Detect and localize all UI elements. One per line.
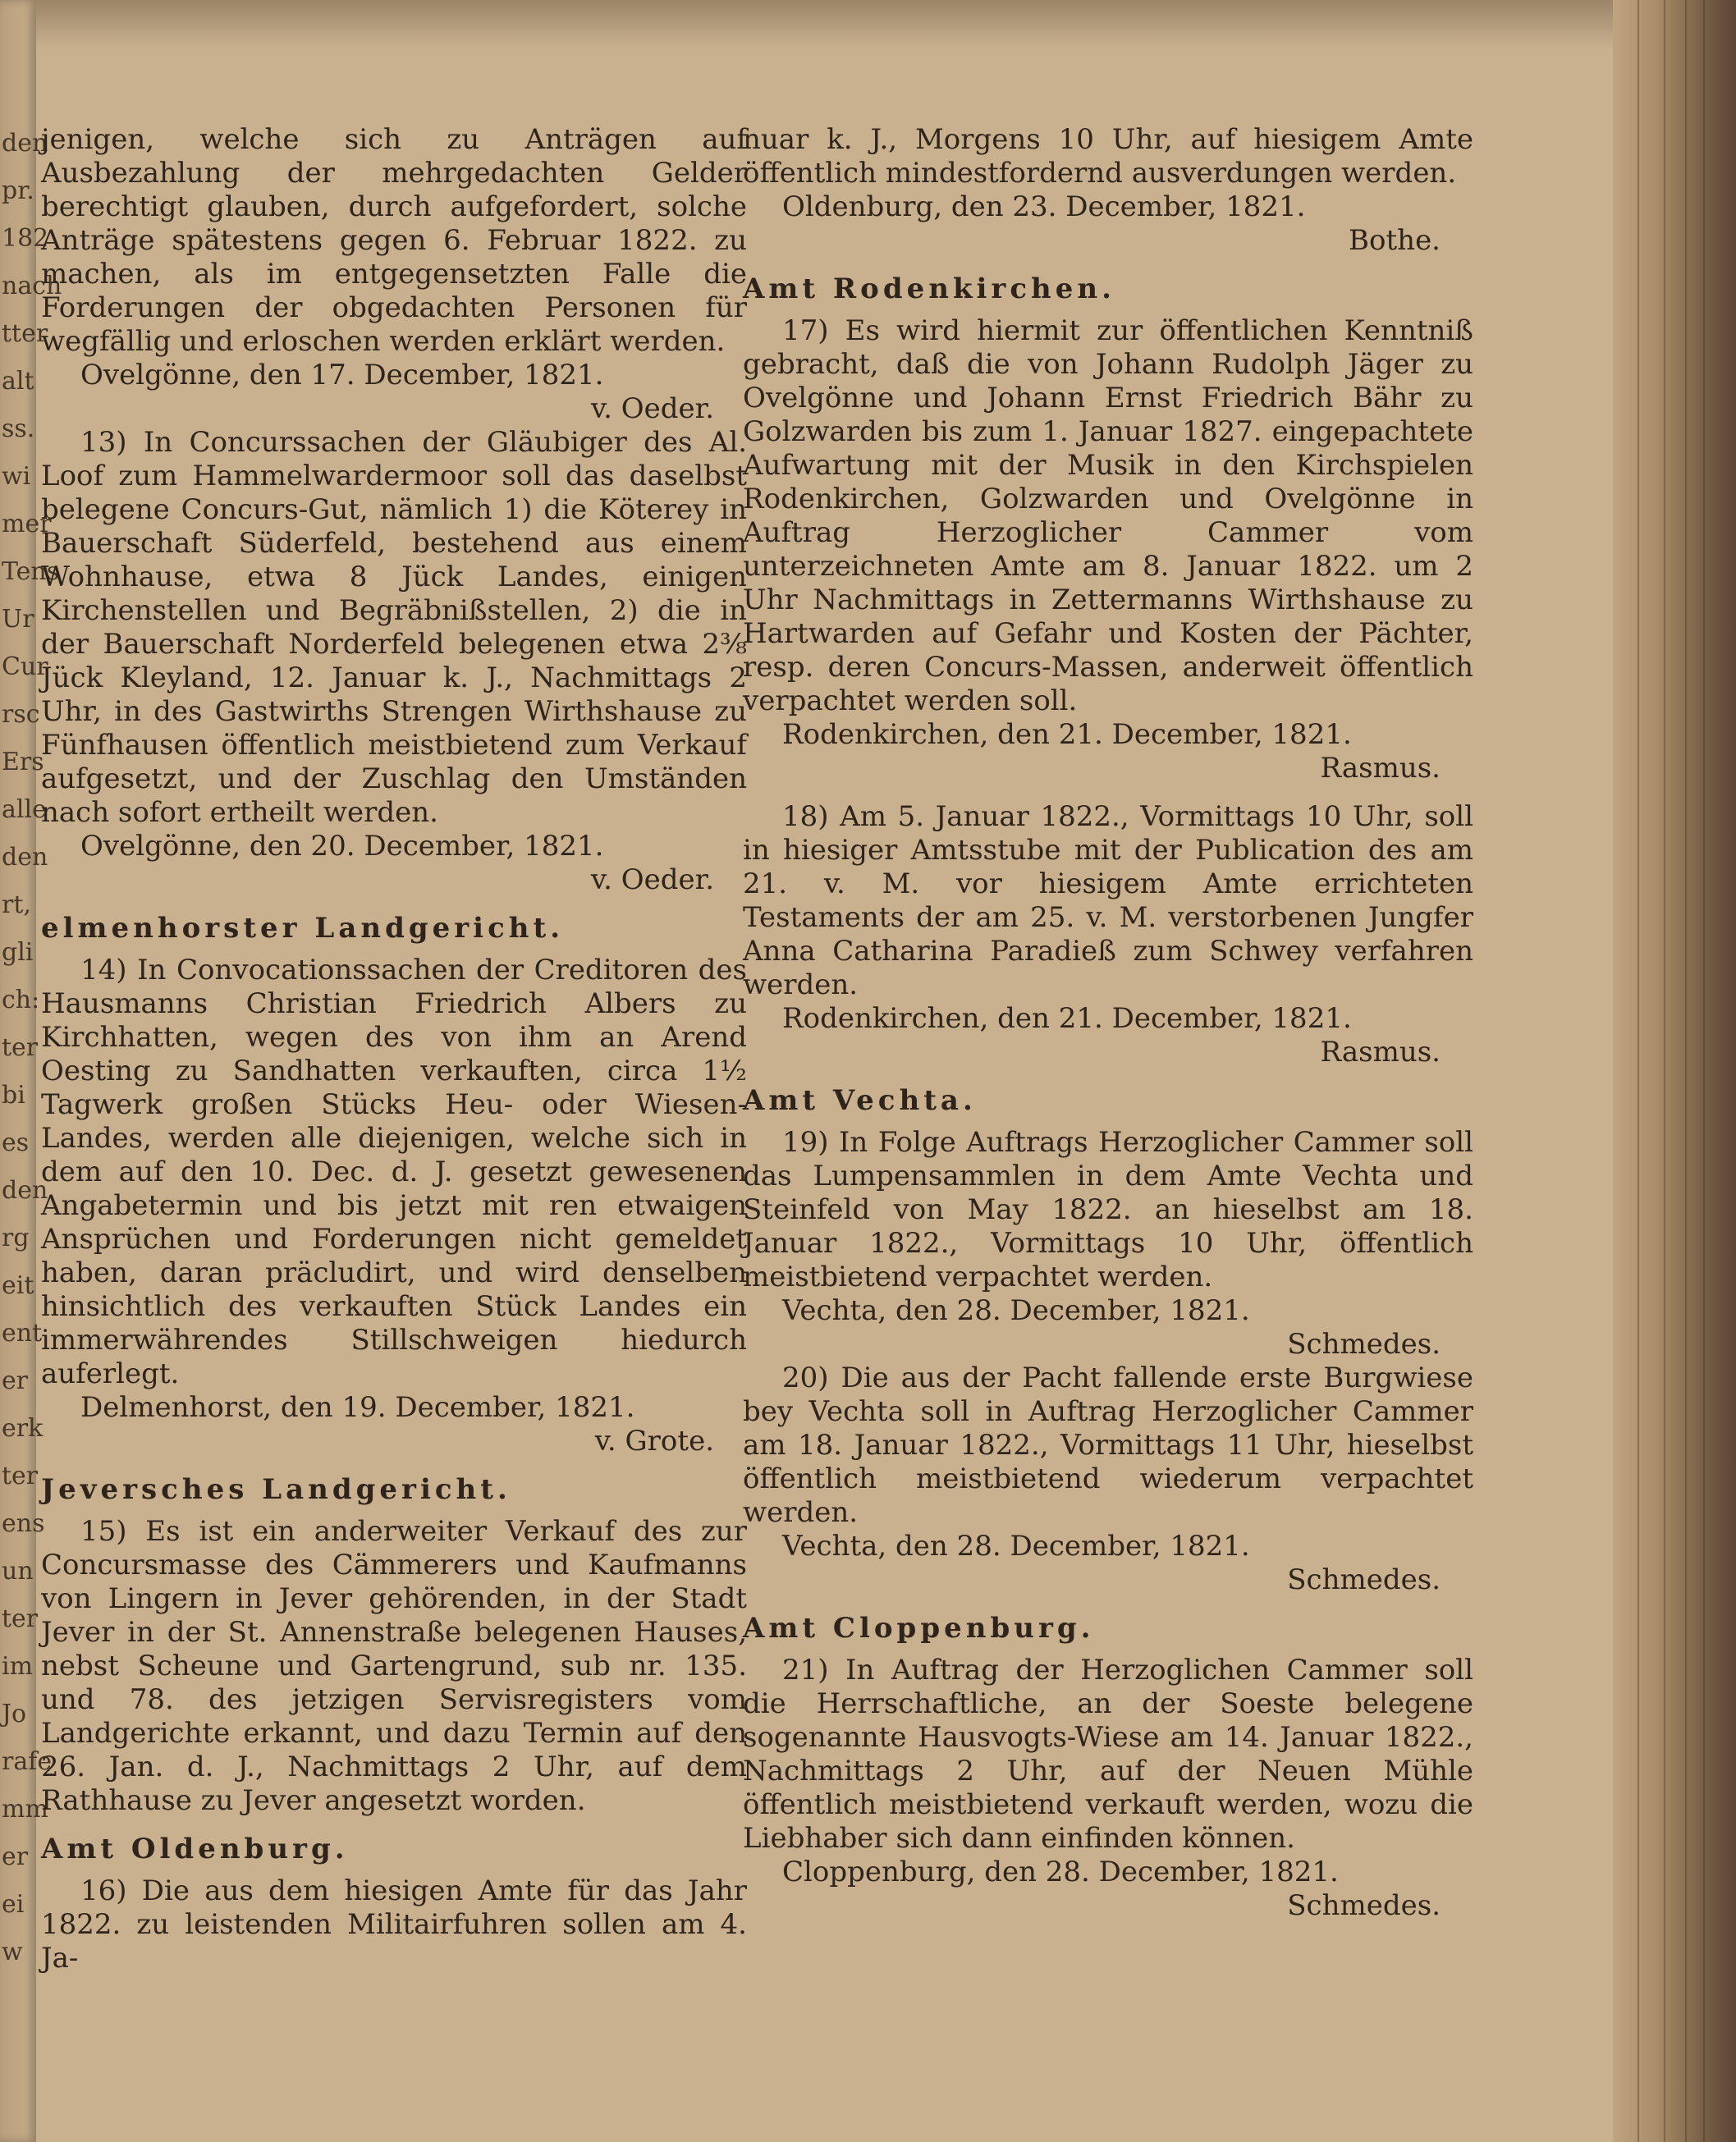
notice-21-date: Cloppenburg, den 28. December, 1821. [782, 1856, 1339, 1888]
page-edge [1613, 0, 1736, 2142]
notice-21-signature: Schmedes. [1287, 1889, 1441, 1922]
margin-fragment: rsc [2, 700, 40, 729]
notice-15-body: 15) Es ist ein anderweiter Verkauf des zur Concursmasse des Cämmerers und Kaufmanns von Lingern in Jever gehörenden, in der Stadt Jever in der St. Annenstraße belegenen Hauses, nebst Scheune und Gartengrund, sub nr. 135. und 78. des jetzigen Servisregisters vom Landgerichte erkannt, und dazu Termin auf den 26. Jan. d. J., Nachmittags 2 Uhr, auf dem Rathhause zu Jever angesetzt worden. [41, 1515, 747, 1817]
margin-fragment: tter [2, 319, 48, 348]
notice-16-continuation: nuar k. J., Morgens 10 Uhr, auf hiesigem Amte öffentlich mindestfordernd ausverdungen werden. [743, 123, 1473, 190]
notice-13-date: Ovelgönne, den 20. December, 1821. [80, 830, 604, 863]
margin-fragment: ei [2, 1890, 25, 1919]
notice-18-signature: Rasmus. [1320, 1036, 1441, 1069]
notice-19-date: Vechta, den 28. December, 1821. [782, 1294, 1250, 1327]
margin-fragment: ss. [2, 414, 35, 443]
notice-18-date: Rodenkirchen, den 21. December, 1821. [782, 1002, 1352, 1035]
heading-oldenburg: Amt Oldenburg. [41, 1833, 349, 1865]
margin-fragment: Cur [2, 652, 48, 681]
margin-fragment: nach [2, 272, 62, 300]
margin-fragment: Ers [2, 748, 44, 776]
margin-fragment: ter [2, 1604, 39, 1633]
notice-14-date: Delmenhorst, den 19. December, 1821. [80, 1391, 635, 1424]
right-column [743, 123, 1473, 1923]
notice-19-signature: Schmedes. [1287, 1328, 1441, 1361]
margin-fragment: mm [2, 1795, 48, 1824]
notice-19-body: 19) In Folge Auftrags Herzoglicher Cammer soll das Lumpensammlen in dem Amte Vechta und Steinfeld von May 1822. an hieselbst am 18. Januar 1822., Vormittags 10 Uhr, öffentlich meistbietend verpachtet werden. [743, 1126, 1473, 1293]
notice-18-body: 18) Am 5. Januar 1822., Vormittags 10 Uhr, soll in hiesiger Amtsstube mit der Publication des am 21. v. M. vor hiesigem Amte errichteten Testaments der am 25. v. M. verstorbenen Jungfer Anna Catharina Paradieß zum Schwey verfahren werden. [743, 800, 1473, 1001]
margin-fragment: rg [2, 1224, 30, 1252]
margin-fragment: wi [2, 462, 31, 491]
margin-fragment: ent [2, 1319, 43, 1348]
heading-jever: Jeversches Landgericht. [41, 1473, 511, 1506]
heading-delmenhorst: elmenhorster Landgericht. [41, 912, 565, 945]
margin-fragment: ens [2, 1509, 45, 1538]
margin-fragment: alt [2, 367, 34, 396]
margin-fragment: ch: [2, 986, 40, 1014]
margin-fragment: er [2, 1366, 29, 1395]
notice-12-date: Ovelgönne, den 17. December, 1821. [80, 359, 604, 391]
notice-16-body: 16) Die aus dem hiesigen Amte für das Jahr 1822. zu leistenden Militairfuhren sollen am 4. Ja- [41, 1874, 747, 1975]
notice-21-body: 21) In Auftrag der Herzoglichen Cammer soll die Herrschaftliche, an der Soeste belegene sogenannte Hausvogts-Wiese am 14. Januar 1822., Nachmittags 2 Uhr, auf der Neuen Mühle öffentlich meistbietend verkauft werden, wozu die Liebhaber sich dann einfinden können. [743, 1654, 1473, 1855]
notice-17-date: Rodenkirchen, den 21. December, 1821. [782, 718, 1352, 751]
margin-fragment: ter [2, 1462, 39, 1490]
margin-fragment: eit [2, 1271, 34, 1300]
margin-fragment: rt, [2, 890, 31, 919]
margin-fragment: rafe [2, 1747, 53, 1776]
margin-fragment: erk [2, 1414, 44, 1443]
margin-fragment: un [2, 1557, 34, 1586]
margin-fragment: ter [2, 1033, 39, 1062]
notice-12-body: jenigen, welche sich zu Anträgen auf Ausbezahlung der mehrgedachten Gelder berechtigt glauben, durch aufgefordert, solche Anträge spätestens gegen 6. Februar 1822. zu machen, als im entgegensetzten Falle die Forderungen der obgedachten Personen für wegfällig und erloschen werden erklärt werden. [41, 123, 747, 358]
margin-fragment: den [2, 129, 48, 158]
margin-fragment: den [2, 1176, 48, 1205]
margin-fragment: gli [2, 938, 34, 967]
heading-cloppenburg: Amt Cloppenburg. [743, 1612, 1095, 1645]
heading-rodenkirchen: Amt Rodenkirchen. [743, 272, 1115, 305]
notice-16-date: Oldenburg, den 23. December, 1821. [782, 190, 1306, 223]
notice-13-signature: v. Oeder. [591, 863, 714, 896]
margin-fragment: 182 [2, 224, 49, 253]
margin-fragment: Tens [2, 557, 60, 586]
notice-20-signature: Schmedes. [1287, 1563, 1441, 1596]
notice-16-signature: Bothe. [1349, 224, 1441, 257]
notice-14-signature: v. Grote. [594, 1425, 714, 1458]
binding-shadow [0, 0, 1736, 49]
left-column [41, 123, 747, 1975]
notice-17-signature: Rasmus. [1320, 752, 1441, 785]
notice-17-body: 17) Es wird hiermit zur öffentlichen Kenntniß gebracht, daß die von Johann Rudolph Jäger zu Ovelgönne und Johann Ernst Friedrich Bähr zu Golzwarden bis zum 1. Januar 1827. eingepachtete Aufwartung mit der Musik in den Kirchspielen Rodenkirchen, Golzwarden und Ovelgönne in Auftrag Herzoglicher Cammer vom unterzeichneten Amte am 8. Januar 1822. um 2 Uhr Nachmittags in Zettermanns Wirthshause zu Hartwarden auf Gefahr und Kosten der Pächter, resp. deren Concurs-Massen, anderweit öffentlich verpachtet werden soll. [743, 314, 1473, 717]
notice-12-signature: v. Oeder. [591, 392, 714, 425]
margin-fragment: es [2, 1128, 30, 1157]
margin-fragment: Jo [2, 1700, 27, 1728]
notice-13-body: 13) In Concurssachen der Gläubiger des Al. Loof zum Hammelwardermoor soll das daselbst belegene Concurs-Gut, nämlich 1) die Köterey in Bauerschaft Süderfeld, bestehend aus einem Wohnhause, etwa 8 Jück Landes, einigen Kirchenstellen und Begräbnißstellen, 2) die in der Bauerschaft Norderfeld belegenen etwa 2⅜ Jück Kleyland, 12. Januar k. J., Nachmittags 2 Uhr, in des Gastwirths Strengen Wirthshause zu Fünfhausen öffentlich meistbietend zum Verkauf aufgesetzt, und der Zuschlag den Umständen nach sofort ertheilt werden. [41, 426, 747, 829]
margin-fragment: im [2, 1652, 34, 1681]
notice-20-date: Vechta, den 28. December, 1821. [782, 1530, 1250, 1563]
margin-fragment: mer [2, 510, 52, 538]
margin-fragment: er [2, 1842, 29, 1871]
margin-fragment: alle [2, 795, 47, 824]
margin-fragment: den [2, 843, 48, 872]
notice-20-body: 20) Die aus der Pacht fallende erste Burgwiese bey Vechta soll in Auftrag Herzoglicher Cammer am 18. Januar 1822., Vormittags 11 Uhr, hieselbst öffentlich meistbietend wiederum verpachtet werden. [743, 1362, 1473, 1529]
margin-fragment: pr. [2, 176, 34, 205]
heading-vechta: Amt Vechta. [743, 1084, 977, 1117]
notice-14-body: 14) In Convocationssachen der Creditoren des Hausmanns Christian Friedrich Albers zu Kirchhatten, wegen des von ihm an Arend Oesting zu Sandhatten verkauften, circa 1½ Tagwerk großen Stücks Heu- oder Wiesen-Landes, werden alle diejenigen, welche sich in dem auf den 10. Dec. d. J. gesetzt gewesenen Angabetermin und bis jetzt mit ren etwaigen Ansprüchen und Forderungen nicht gemeldet haben, daran präcludirt, und wird denselben hinsichtlich des verkauften Stück Landes ein immerwährendes Stillschweigen hiedurch auferlegt. [41, 954, 747, 1390]
facing-page-strip [0, 0, 62, 2142]
margin-fragment: bi [2, 1081, 25, 1110]
margin-fragment: w [2, 1938, 23, 1966]
margin-fragment: Ur [2, 605, 34, 634]
